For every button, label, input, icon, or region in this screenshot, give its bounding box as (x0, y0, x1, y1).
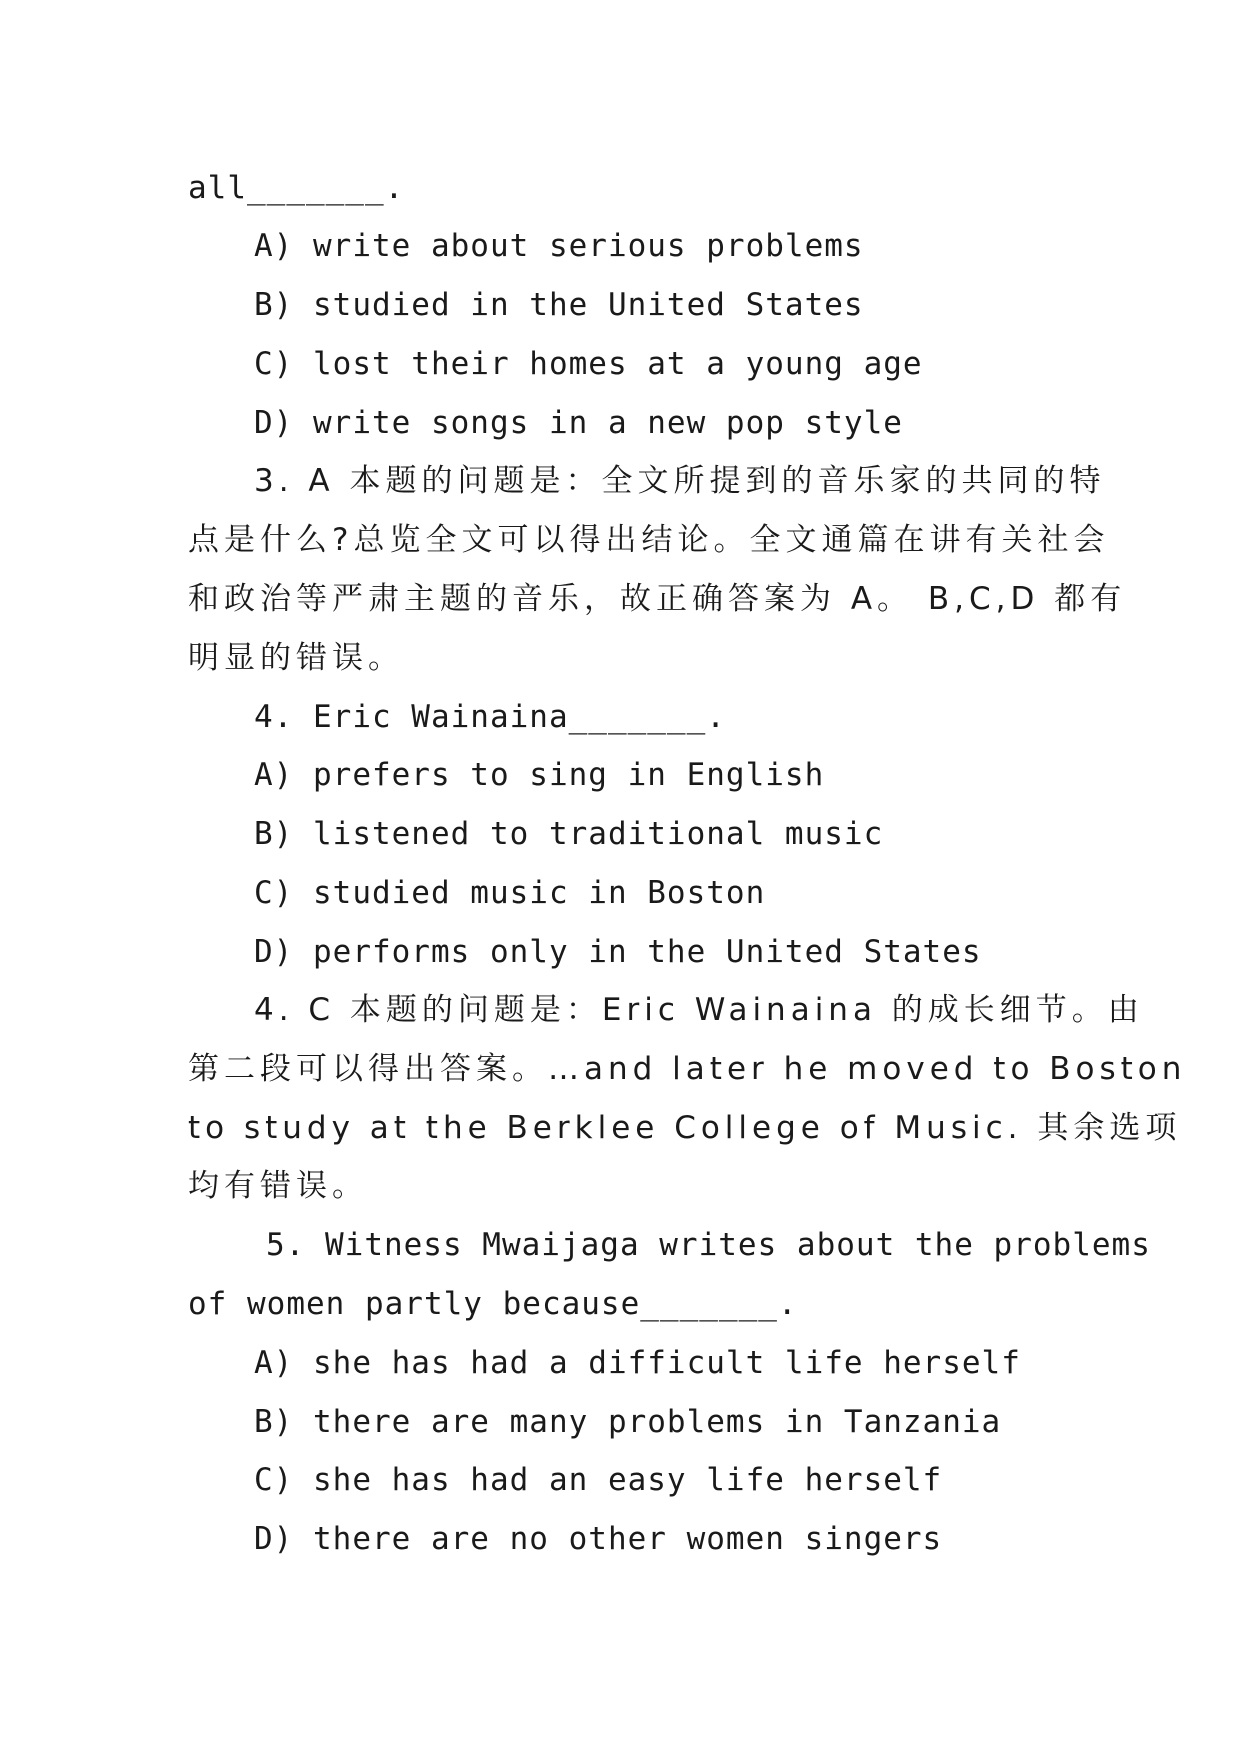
question-4-option-d: D) performs only in the United States (254, 934, 982, 970)
question-5-option-d: D) there are no other women singers (254, 1521, 943, 1557)
question-3-option-a: A) write about serious problems (254, 228, 864, 264)
question-5-option-a: A) she has had a difficult life herself (254, 1345, 1021, 1381)
question-4-option-a: A) prefers to sing in English (254, 757, 825, 793)
question-4-option-b: B) listened to traditional music (254, 816, 884, 852)
question-3-option-c: C) lost their homes at a young age (254, 346, 923, 382)
question-3-stem-end: all_______. (188, 170, 405, 206)
question-5-option-c: C) she has had an easy life herself (254, 1462, 943, 1498)
answer-3-line-1: 3. A 本题的问题是：全文所提到的音乐家的共同的特 (254, 463, 1106, 499)
answer-3-line-4: 明显的错误。 (188, 640, 404, 676)
question-5-stem-line-2: of women partly because_______. (188, 1286, 798, 1322)
answer-4-line-4: 均有错误。 (188, 1168, 368, 1204)
answer-3-line-2: 点是什么?总览全文可以得出结论。全文通篇在讲有关社会 (188, 522, 1110, 558)
question-4-option-c: C) studied music in Boston (254, 875, 766, 911)
question-3-option-d: D) write songs in a new pop style (254, 405, 903, 441)
answer-4-line-3: to study at the Berklee College of Music. 其余选项 (188, 1110, 1182, 1146)
answer-4-line-2: 第二段可以得出答案。…and later he moved to Boston (188, 1051, 1187, 1087)
question-3-option-b: B) studied in the United States (254, 287, 864, 323)
question-4-stem: 4. Eric Wainaina_______. (254, 699, 726, 735)
answer-4-line-1: 4. C 本题的问题是：Eric Wainaina 的成长细节。由 (254, 992, 1144, 1028)
answer-3-line-3: 和政治等严肃主题的音乐，故正确答案为 A。 B,C,D 都有 (188, 581, 1127, 617)
question-5-stem-line-1: 5. Witness Mwaijaga writes about the problems (266, 1227, 1151, 1263)
question-5-option-b: B) there are many problems in Tanzania (254, 1404, 1002, 1440)
